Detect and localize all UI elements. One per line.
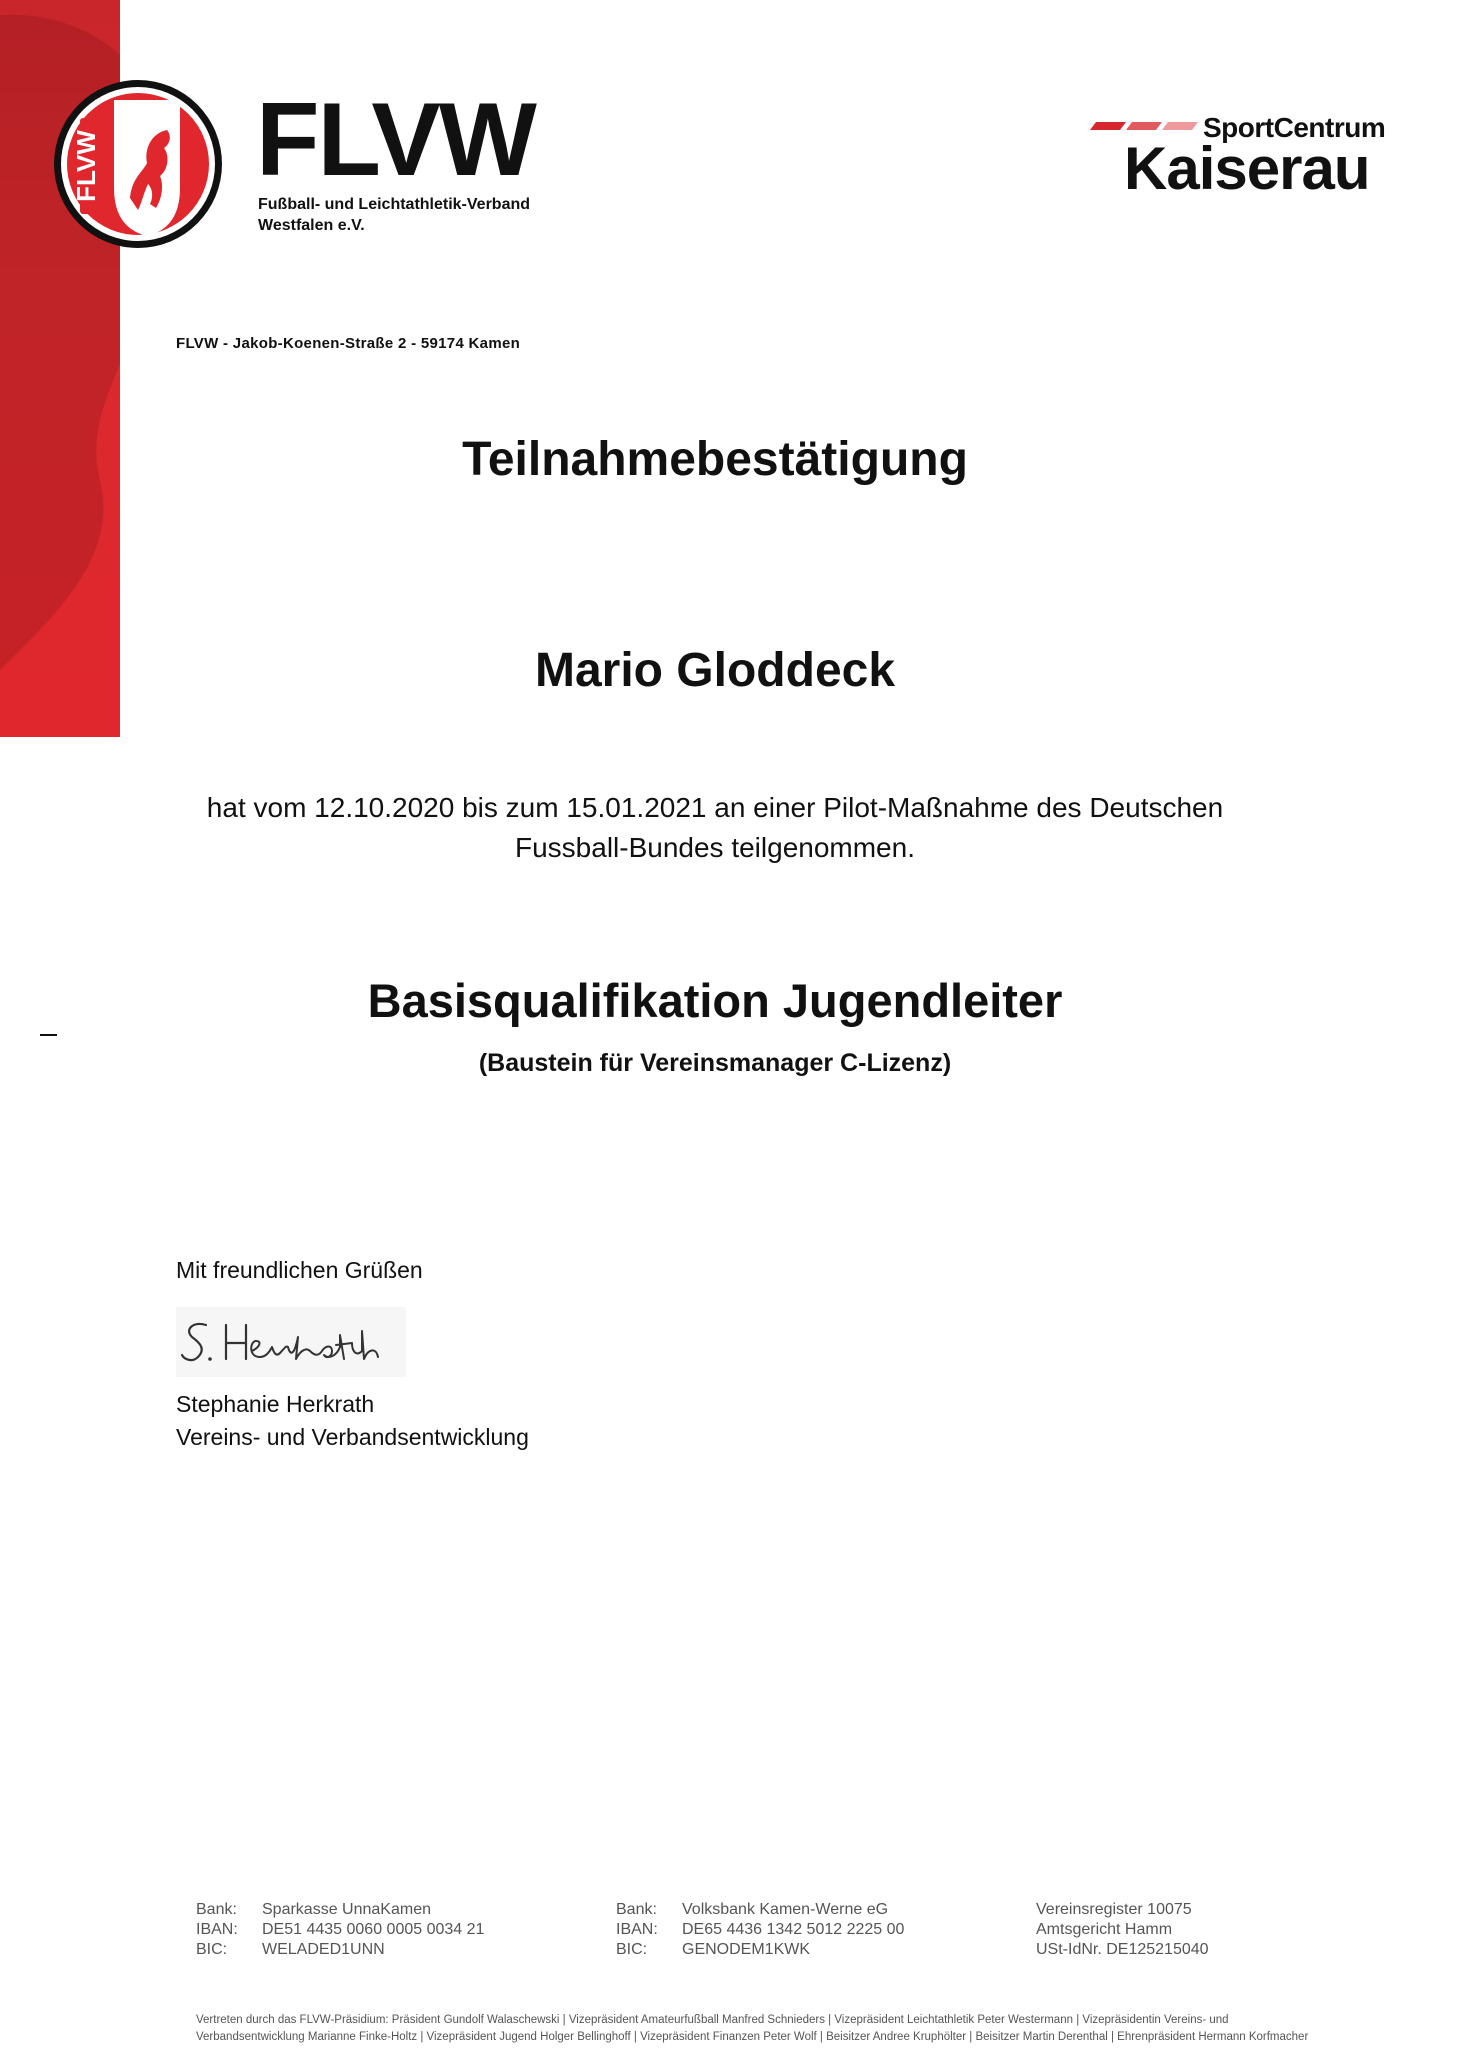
flvw-wordmark: FLVW bbox=[256, 82, 535, 198]
flvw-emblem-icon bbox=[52, 78, 224, 250]
iban-label: IBAN: bbox=[616, 1921, 658, 1938]
registry-line1: Vereinsregister 10075 bbox=[1036, 1901, 1192, 1918]
iban-value: DE65 4436 1342 5012 2225 00 bbox=[682, 1921, 905, 1938]
flvw-full-name bbox=[258, 194, 530, 236]
bic-label: BIC: bbox=[196, 1941, 228, 1958]
handwritten-signature bbox=[176, 1307, 406, 1377]
bic-label: BIC: bbox=[616, 1941, 648, 1958]
flvw-subtitle-line1: Fußball- und Leichtathletik-Verband bbox=[258, 196, 531, 213]
bank-name: Volksbank Kamen-Werne eG bbox=[682, 1901, 889, 1918]
svg-text:FLVW: FLVW bbox=[71, 130, 101, 202]
board-line2: Verbandsentwicklung Marianne Finke-Holtz | Vizepräsident Jugend Holger Bellinghoff | Vizepräsident Finanzen Peter Wolf | Beisitzer Andree Kruphölter | Beisitzer Martin Derenthal | Ehrenpräsident Hermann Korfmacher bbox=[196, 2031, 1309, 2043]
participation-line2: Fussball-Bundes teilgenommen. bbox=[515, 832, 915, 863]
participation-text bbox=[120, 788, 1310, 868]
bank-label: Bank: bbox=[616, 1901, 657, 1918]
signer-name: Stephanie Herkrath bbox=[176, 1391, 375, 1417]
bank-details-volksbank bbox=[616, 1900, 904, 1960]
fold-mark bbox=[40, 1034, 57, 1036]
bic-value: GENODEM1KWK bbox=[682, 1941, 811, 1958]
iban-label: IBAN: bbox=[196, 1921, 238, 1938]
flvw-subtitle-line2: Westfalen e.V. bbox=[258, 217, 365, 234]
course-subtitle: (Baustein für Vereinsmanager C-Lizenz) bbox=[478, 1049, 952, 1077]
bank-name: Sparkasse UnnaKamen bbox=[262, 1901, 431, 1918]
participation-line1: hat vom 12.10.2020 bis zum 15.01.2021 an einer Pilot-Maßnahme des Deutschen bbox=[206, 792, 1224, 823]
sportcentrum-wordmark: SportCentrum bbox=[1203, 112, 1386, 143]
signer-department: Vereins- und Verbandsentwicklung bbox=[176, 1424, 529, 1450]
bic-value: WELADED1UNN bbox=[262, 1941, 385, 1958]
registry-line2: Amtsgericht Hamm bbox=[1036, 1921, 1173, 1938]
iban-value: DE51 4435 0060 0005 0034 21 bbox=[262, 1921, 485, 1938]
registry-details bbox=[1036, 1900, 1209, 1960]
board-line1: Vertreten durch das FLVW-Präsidium: Präsident Gundolf Walaschewski | Vizepräsident Amateurfußball Manfred Schnieders | Vizepräsident Leichtathletik Peter Westermann | Vizepräsidentin Vereins- und bbox=[196, 2014, 1229, 2026]
registry-line3: USt-IdNr. DE125215040 bbox=[1036, 1941, 1209, 1958]
board-members bbox=[196, 2012, 1396, 2046]
participant-name: Mario Gloddeck bbox=[534, 644, 896, 697]
bank-details-sparkasse bbox=[196, 1900, 484, 1960]
document-title: Teilnahmebestätigung bbox=[462, 433, 968, 486]
closing-greeting: Mit freundlichen Grüßen bbox=[176, 1257, 423, 1283]
kaiserau-wordmark: Kaiserau bbox=[1124, 135, 1370, 202]
bank-label: Bank: bbox=[196, 1901, 237, 1918]
course-title: Basisqualifikation Jugendleiter bbox=[367, 974, 1063, 1027]
sender-address: FLVW - Jakob-Koenen-Straße 2 - 59174 Kamen bbox=[176, 335, 521, 352]
